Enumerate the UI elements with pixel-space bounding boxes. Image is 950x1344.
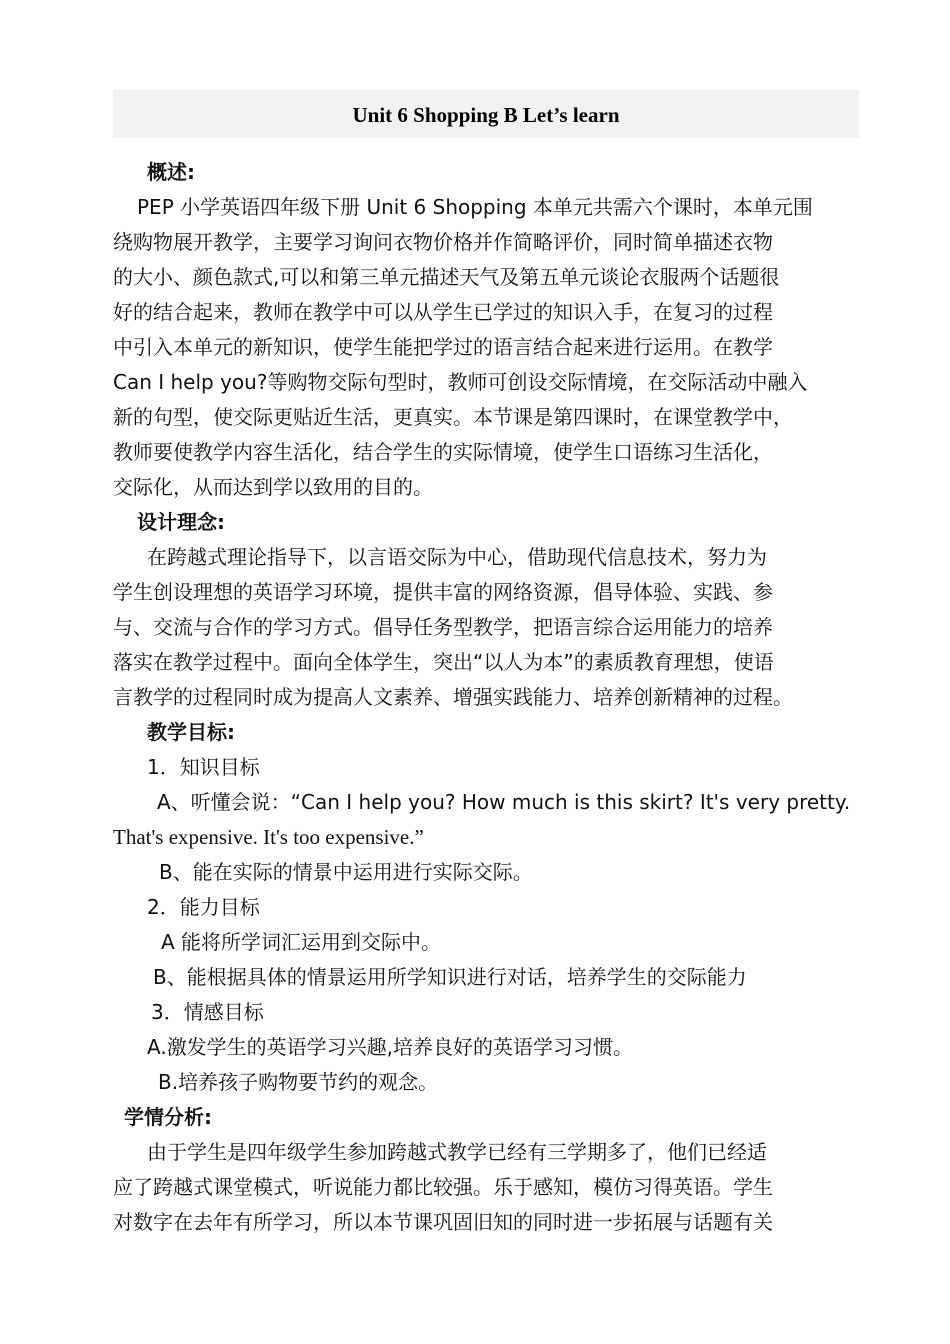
overview-heading: 概述:: [147, 160, 195, 184]
overview-line: PEP 小学英语四年级下册 Unit 6 Shopping 本单元共需六个课时，本单元围: [137, 195, 813, 219]
knowledge-objective-heading: 1．知识目标: [147, 755, 260, 779]
design-line: 学生创设理想的英语学习环境，提供丰富的网络资源，倡导体验、实践、参: [113, 580, 773, 604]
emotion-objective-heading: 3．情感目标: [151, 1000, 264, 1024]
ability-objective-heading: 2．能力目标: [147, 895, 260, 919]
analysis-heading: 学情分析:: [124, 1105, 212, 1129]
design-line: 言教学的过程同时成为提高人文素养、增强实践能力、培养创新精神的过程。: [113, 685, 793, 709]
design-line: 在跨越式理论指导下，以言语交际为中心，借助现代信息技术，努力为: [147, 545, 767, 569]
overview-line: Can I help you?等购物交际句型时，教师可创设交际情境，在交际活动中融入: [113, 370, 808, 394]
analysis-line: 由于学生是四年级学生参加跨越式教学已经有三学期多了，他们已经适: [147, 1140, 767, 1164]
emotion-objective-a: A.激发学生的英语学习兴趣,培养良好的英语学习习惯。: [147, 1035, 634, 1059]
objectives-heading: 教学目标:: [147, 720, 235, 744]
design-heading: 设计理念:: [137, 510, 225, 534]
overview-line: 教师要使教学内容生活化，结合学生的实际情境，使学生口语练习生活化，: [113, 440, 773, 464]
analysis-line: 应了跨越式课堂模式，听说能力都比较强。乐于感知，模仿习得英语。学生: [113, 1175, 773, 1199]
overview-line: 绕购物展开教学，主要学习询问衣物价格并作简略评价，同时简单描述衣物: [113, 230, 773, 254]
ability-objective-b: B、能根据具体的情景运用所学知识进行对话，培养学生的交际能力: [153, 965, 747, 989]
overview-line: 交际化，从而达到学以致用的目的。: [113, 475, 433, 499]
knowledge-objective-b: B、能在实际的情景中运用进行实际交际。: [159, 860, 533, 884]
overview-line: 的大小、颜色款式,可以和第三单元描述天气及第五单元谈论衣服两个话题很: [113, 265, 780, 289]
design-line: 与、交流与合作的学习方式。倡导任务型教学，把语言综合运用能力的培养: [113, 615, 773, 639]
knowledge-objective-a: A、听懂会说：“Can I help you? How much is this skirt? It's very pretty.: [157, 790, 851, 814]
design-line: 落实在教学过程中。面向全体学生，突出“以人为本”的素质教育理想，使语: [113, 650, 774, 674]
knowledge-objective-a-cont: That's expensive. It's too expensive.”: [113, 825, 424, 849]
overview-line: 好的结合起来，教师在教学中可以从学生已学过的知识入手，在复习的过程: [113, 300, 773, 324]
document-title: Unit 6 Shopping B Let’s learn: [113, 90, 859, 138]
emotion-objective-b: B.培养孩子购物要节约的观念。: [158, 1070, 439, 1094]
ability-objective-a: A 能将所学词汇运用到交际中。: [161, 930, 442, 954]
overview-line: 新的句型，使交际更贴近生活，更真实。本节课是第四课时，在课堂教学中，: [113, 405, 793, 429]
overview-line: 中引入本单元的新知识，使学生能把学过的语言结合起来进行运用。在教学: [113, 335, 773, 359]
analysis-line: 对数字在去年有所学习，所以本节课巩固旧知的同时进一步拓展与话题有关: [113, 1210, 773, 1234]
